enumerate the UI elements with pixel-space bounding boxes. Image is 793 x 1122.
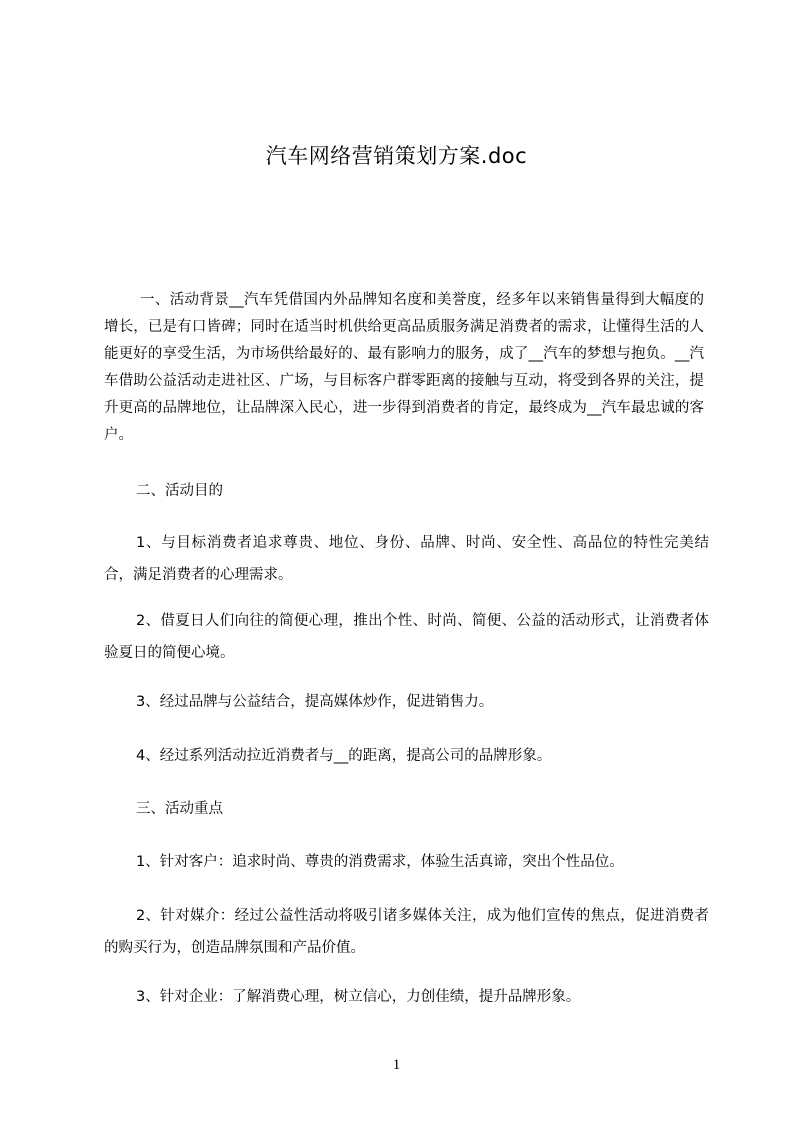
document-title: 汽车网络营销策划方案.doc <box>265 144 528 168</box>
focus-item-2: 2、针对媒介：经过公益性活动将吸引诸多媒体关注，成为他们宣传的焦点，促进消费者的购买行为，创造品牌氛围和产品价值。 <box>104 908 709 956</box>
goals-item-2: 2、借夏日人们向往的简便心理，推出个性、时尚、简便、公益的活动形式，让消费者体验夏日的简便心境。 <box>104 613 709 661</box>
goals-item-1: 1、与目标消费者追求尊贵、地位、身份、品牌、时尚、安全性、高品位的特性完美结合，满足消费者的心理需求。 <box>104 535 709 583</box>
focus-item-1: 1、针对客户：追求时尚、尊贵的消费需求，体验生活真谛，突出个性品位。 <box>136 854 624 870</box>
focus-heading: 三、活动重点 <box>136 801 223 817</box>
goals-heading: 二、活动目的 <box>136 483 223 499</box>
background-paragraph: 一、活动背景__汽车凭借国内外品牌知名度和美誉度，经多年以来销售量得到大幅度的增长，已是有口皆碑；同时在适当时机供给更高品质服务满足消费者的需求，让懂得生活的人能更好的享受生活，为市场供给最好的、最有影响力的服务，成了__汽车的梦想与抱负。__汽车借助公益活动走进社区、广场，与目标客户群零距离的接触与互动，将受到各界的关注，提升更高的品牌地位，让品牌深入民心，进一步得到消费者的肯定，最终成为__汽车最忠诚的客户。 <box>104 292 704 443</box>
goals-item-4: 4、经过系列活动拉近消费者与__的距离，提高公司的品牌形象。 <box>136 748 552 764</box>
page-number: 1 <box>392 1057 401 1073</box>
focus-item-3: 3、针对企业：了解消费心理，树立信心，力创佳绩，提升品牌形象。 <box>136 989 581 1005</box>
goals-item-3: 3、经过品牌与公益结合，提高媒体炒作，促进销售力。 <box>136 694 494 710</box>
